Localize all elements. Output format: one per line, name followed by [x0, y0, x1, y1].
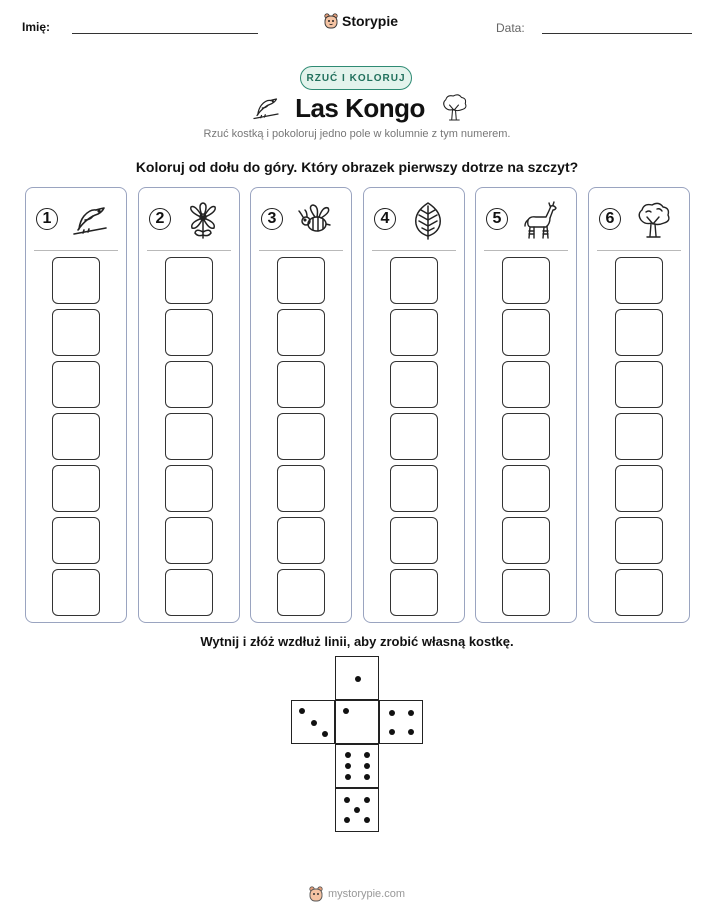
color-square[interactable] [502, 465, 550, 512]
dice-pip [364, 763, 370, 769]
storypie-mascot-icon [309, 886, 323, 902]
color-square[interactable] [390, 309, 438, 356]
dice-pip [322, 731, 328, 737]
instruction: Koloruj od dołu do góry. Który obrazek pierwszy dotrze na szczyt? [135, 159, 579, 175]
column-header [476, 200, 576, 244]
brand-logo [324, 13, 398, 29]
dice-net [291, 656, 425, 836]
dice-pip [345, 774, 351, 780]
dice-face-one [335, 656, 379, 700]
flower-icon [183, 200, 223, 240]
color-square[interactable] [165, 361, 213, 408]
page-title: Las Kongo [295, 92, 425, 123]
color-square[interactable] [52, 361, 100, 408]
color-square[interactable] [277, 309, 325, 356]
dice-pip [311, 720, 317, 726]
color-square[interactable] [52, 413, 100, 460]
color-square[interactable] [165, 465, 213, 512]
subtitle: Rzuć kostką i pokoloruj jedno pole w kolumnie z tym numerem. [203, 128, 511, 140]
color-square[interactable] [390, 465, 438, 512]
dice-pip [364, 817, 370, 823]
okapi-icon [520, 200, 560, 240]
dice-pip [345, 752, 351, 758]
column-number: 5 [486, 208, 508, 230]
color-square[interactable] [277, 361, 325, 408]
column-divider [34, 250, 118, 251]
color-square[interactable] [502, 257, 550, 304]
color-square[interactable] [390, 517, 438, 564]
footer [0, 886, 714, 902]
color-square[interactable] [52, 517, 100, 564]
column-number: 1 [36, 208, 58, 230]
dice-pip [299, 708, 305, 714]
title-row [250, 90, 470, 126]
dice-pip [343, 708, 349, 714]
column-header [589, 200, 689, 244]
color-square[interactable] [615, 309, 663, 356]
brand-name: Storypie [342, 13, 399, 29]
color-square[interactable] [277, 257, 325, 304]
column-3 [250, 187, 352, 623]
column-header [364, 200, 464, 244]
column-divider [372, 250, 456, 251]
column-number: 4 [374, 208, 396, 230]
color-square[interactable] [165, 257, 213, 304]
bird-icon [251, 93, 281, 123]
storypie-mascot-icon [324, 13, 338, 29]
color-square[interactable] [277, 465, 325, 512]
dice-pip [354, 807, 360, 813]
color-square[interactable] [615, 413, 663, 460]
dice-pip [344, 797, 350, 803]
column-6 [588, 187, 690, 623]
column-header [251, 200, 351, 244]
column-divider [484, 250, 568, 251]
color-square[interactable] [615, 517, 663, 564]
column-divider [597, 250, 681, 251]
tree-icon [439, 92, 469, 124]
column-number: 2 [149, 208, 171, 230]
color-square[interactable] [165, 309, 213, 356]
color-square[interactable] [502, 517, 550, 564]
column-number: 6 [599, 208, 621, 230]
column-header [26, 200, 126, 244]
color-square[interactable] [52, 465, 100, 512]
color-square[interactable] [390, 361, 438, 408]
bee-icon [295, 200, 335, 240]
color-square[interactable] [615, 569, 663, 616]
date-line [542, 33, 692, 34]
activity-badge: RZUĆ I KOLORUJ [300, 66, 412, 90]
color-square[interactable] [390, 257, 438, 304]
dice-pip [344, 817, 350, 823]
dice-face-one-center [335, 700, 379, 744]
color-square[interactable] [390, 413, 438, 460]
column-5 [475, 187, 577, 623]
dice-pip [364, 752, 370, 758]
footer-url: mystorypie.com [327, 888, 406, 900]
dice-pip [364, 774, 370, 780]
color-square[interactable] [52, 309, 100, 356]
column-divider [259, 250, 343, 251]
dice-pip [345, 763, 351, 769]
color-square[interactable] [502, 569, 550, 616]
color-square[interactable] [502, 309, 550, 356]
dice-pip [389, 729, 395, 735]
name-label: Imię: [22, 20, 51, 34]
color-square[interactable] [165, 517, 213, 564]
dice-pip [355, 676, 361, 682]
column-divider [147, 250, 231, 251]
leaf-icon [408, 200, 448, 240]
color-square[interactable] [615, 361, 663, 408]
name-line [72, 33, 258, 34]
color-square[interactable] [502, 413, 550, 460]
color-square[interactable] [277, 413, 325, 460]
dice-face-three [291, 700, 335, 744]
dice-pip [408, 729, 414, 735]
color-square[interactable] [615, 257, 663, 304]
dice-pip [389, 710, 395, 716]
color-square[interactable] [277, 569, 325, 616]
color-square[interactable] [165, 569, 213, 616]
date-label: Data: [496, 21, 525, 35]
bird-icon [70, 200, 110, 240]
column-header [139, 200, 239, 244]
color-square[interactable] [52, 257, 100, 304]
dice-pip [408, 710, 414, 716]
column-4 [363, 187, 465, 623]
color-square[interactable] [390, 569, 438, 616]
color-square[interactable] [502, 361, 550, 408]
color-square[interactable] [615, 465, 663, 512]
dice-face-five [335, 788, 379, 832]
color-square[interactable] [165, 413, 213, 460]
cut-instruction: Wytnij i złóż wzdłuż linii, aby zrobić własną kostkę. [200, 634, 514, 649]
color-square[interactable] [52, 569, 100, 616]
column-1 [25, 187, 127, 623]
tree-icon [633, 200, 673, 240]
dice-pip [364, 797, 370, 803]
column-number: 3 [261, 208, 283, 230]
dice-face-four [379, 700, 423, 744]
dice-face-six [335, 744, 379, 788]
color-square[interactable] [277, 517, 325, 564]
column-2 [138, 187, 240, 623]
